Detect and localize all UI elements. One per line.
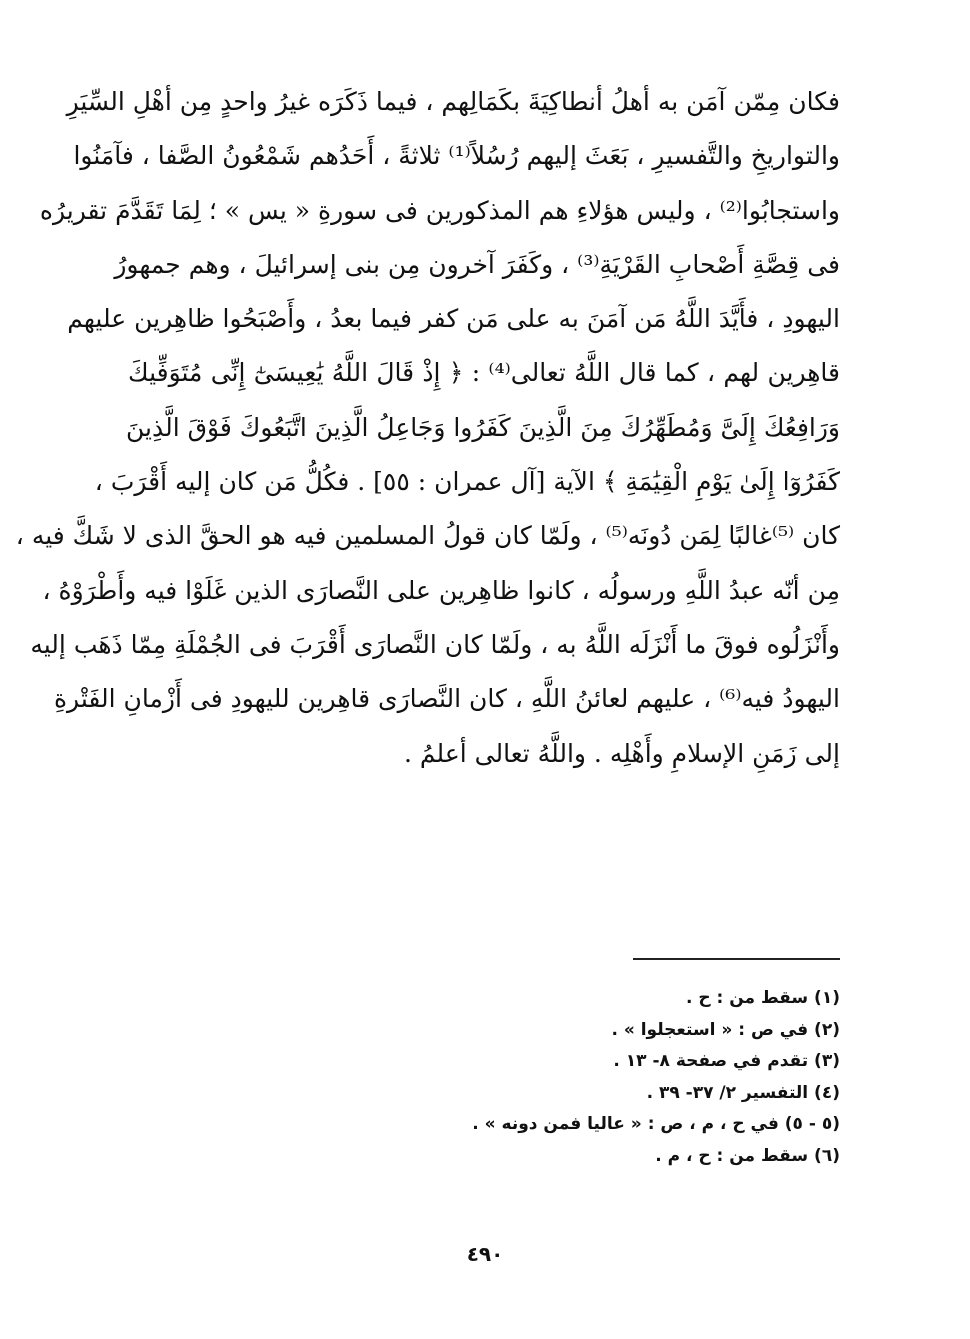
text-line: مِن أنّه عبدُ اللَّهِ ورسولُه ، كانوا ظاهِرين على النَّصارَى الذين غَلَوْا فيه وأَطْرَوْهُ ، [42,575,840,605]
footnote-divider [633,958,840,960]
text-line: كان ⁽⁵⁾غالبًا لِمَن دُونَه⁽⁵⁾ ، ولَمّا كان قولُ المسلمين فيه هو الحقَّ الذى لا شَكَّ فيه ، [15,521,840,551]
text-line: وَرَافِعُكَ إِلَىَّ وَمُطَهِّرُكَ مِنَ الَّذِينَ كَفَرُوا وَجَاعِلُ الَّذِينَ اتَّبَعُوكَ فَوْقَ الَّذِينَ [125,412,840,442]
text-line: اليهودُ فيه⁽⁶⁾ ، عليهم لعائنُ اللَّهِ ، كان النَّصارَى قاهِرين لليهودِ فى أَزْمانِ الفَتْرةِ [53,684,840,714]
main-text [15,75,840,781]
text-line: كَفَرُوٓا إِلَىٰ يَوْمِ الْقِيَٰمَةِ ﴾ الآية [آل عمران : ٥٥] . فكُلُّ مَن كان إليه أَقْرَبَ ، [94,467,840,497]
text-line: والتواريخِ والتَّفسيرِ ، بَعَثَ إليهم رُسُلاً⁽¹⁾ ثلاثةً ، أَحَدُهم شَمْعُونُ الصَّفا ، فآمَنُوا [73,141,840,171]
footnotes [420,983,840,1172]
text-line: واستجابُوا⁽²⁾ ، وليس هؤلاءِ هم المذكورين فى سورةِ « يس » ؛ لِمَا تَقَدَّمَ تقريرُه [39,195,840,225]
text-line: وأَنْزَلُوه فوقَ ما أَنْزَلَه اللَّهُ به ، ولَمّا كان النَّصارَى أَقْرَبَ فى الجُمْلَةِ مِمّا ذَهَب إليه [30,629,840,659]
text-line: إلى زَمَنِ الإسلامِ وأَهْلِه . واللَّهُ تعالى أعلمُ . [404,738,840,768]
footnote: (٢) في ص : « استعجلوا » . [611,1019,840,1040]
footnote: (١) سقط من : ح . [685,988,840,1008]
footnote: (٦) سقط من : ح ، م . [655,1145,840,1166]
text-line: فى قِصَّةِ أَصْحابِ القَرْيَةِ⁽³⁾ ، وكَفَرَ آخرون مِن بنى إسرائيلَ ، وهم جمهورُ [114,249,840,279]
text-line: اليهودِ ، فأَيَّدَ اللَّهُ مَن آمَنَ به على مَن كفر فيما بعدُ ، وأَصْبَحُوا ظاهِرين عليهم [67,304,840,334]
footnote: (٥ - ٥) في ح ، م ، ص : « عاليا فمن دونه » . [472,1114,840,1134]
footnote: (٣) تقدم في صفحة ٨- ١٣ . [613,1051,840,1071]
text-line: فكان مِمّن آمَن به أهلُ أنطاكِيَةَ بكَمَالِهم ، فيما ذَكَرَه غيرُ واحدٍ مِن أهْلِ السِّيَرِ [66,87,840,116]
page-number: ٤٩٠ [466,1242,504,1266]
text-line: قاهِرين لهم ، كما قال اللَّهُ تعالى⁽⁴⁾ : ﴿ إِذْ قَالَ اللَّهُ يَٰعِيسَىٰٓ إِنِّى مُتَوَفِّيكَ [128,358,840,388]
footnote: (٤) التفسير ٢/ ٣٧- ٣٩ . [646,1082,840,1103]
